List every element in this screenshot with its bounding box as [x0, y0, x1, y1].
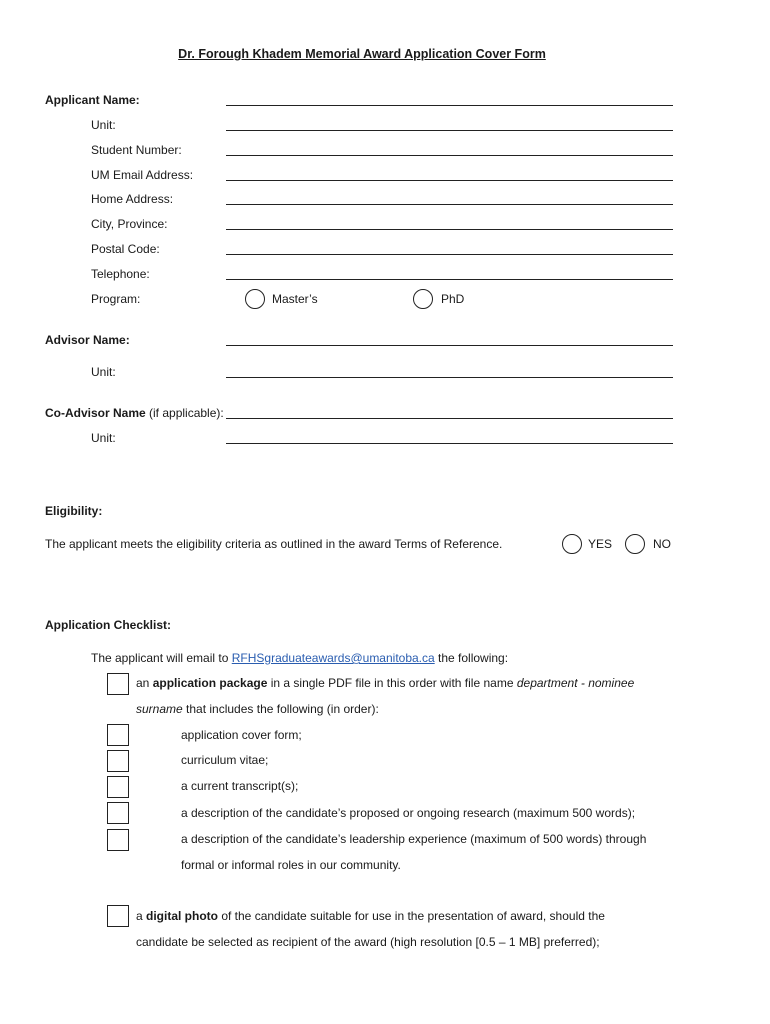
telephone-field[interactable] [226, 279, 673, 280]
telephone-label: Telephone: [91, 267, 150, 281]
coadvisor-unit-label: Unit: [91, 431, 116, 445]
eligibility-statement: The applicant meets the eligibility criteria as outlined in the award Terms of Reference. [45, 537, 503, 551]
checklist-item-research: a description of the candidate’s proposed or ongoing research (maximum 500 words); [181, 806, 636, 820]
applicant-unit-label: Unit: [91, 118, 116, 132]
coadvisor-name-field[interactable] [226, 418, 673, 419]
checklist-heading: Application Checklist: [45, 618, 172, 632]
city-province-field[interactable] [226, 229, 673, 230]
applicant-name-field[interactable] [226, 105, 673, 106]
phd-option-label: PhD [441, 292, 465, 306]
um-email-field[interactable] [226, 180, 673, 181]
masters-option-label: Master’s [272, 292, 318, 306]
application-package-text-cont: surname that includes the following (in order): [136, 702, 379, 716]
postal-code-label: Postal Code: [91, 242, 160, 256]
student-number-label: Student Number: [91, 143, 182, 157]
award-email-link[interactable]: RFHSgraduateawards@umanitoba.ca [231, 651, 435, 665]
um-email-label: UM Email Address: [91, 168, 194, 182]
phd-radio[interactable] [413, 289, 433, 309]
checklist-item-cover-form: application cover form; [181, 728, 302, 742]
application-package-checkbox[interactable] [107, 673, 129, 695]
digital-photo-text-cont: candidate be selected as recipient of the award (high resolution [0.5 – 1 MB] preferred); [136, 935, 600, 949]
program-label: Program: [91, 292, 141, 306]
form-title: Dr. Forough Khadem Memorial Award Application Cover Form [178, 47, 546, 61]
research-description-checkbox[interactable] [107, 802, 129, 824]
checklist-item-leadership: a description of the candidate’s leadership experience (maximum of 500 words) through [181, 832, 647, 846]
coadvisor-name-label: Co-Advisor Name (if applicable): [45, 406, 224, 420]
student-number-field[interactable] [226, 155, 673, 156]
application-package-text: an application package in a single PDF file in this order with file name department - nominee [136, 676, 635, 690]
cv-checkbox[interactable] [107, 750, 129, 772]
advisor-unit-field[interactable] [226, 377, 673, 378]
applicant-name-label: Applicant Name: [45, 93, 140, 107]
eligibility-no-radio[interactable] [625, 534, 645, 554]
city-province-label: City, Province: [91, 217, 168, 231]
masters-radio[interactable] [245, 289, 265, 309]
home-address-field[interactable] [226, 204, 673, 205]
digital-photo-checkbox[interactable] [107, 905, 129, 927]
advisor-unit-label: Unit: [91, 365, 116, 379]
applicant-unit-field[interactable] [226, 130, 673, 131]
advisor-name-field[interactable] [226, 345, 673, 346]
eligibility-no-label: NO [653, 537, 671, 551]
digital-photo-text: a digital photo of the candidate suitable for use in the presentation of award, should the [136, 909, 605, 923]
checklist-item-leadership-cont: formal or informal roles in our community. [181, 858, 401, 872]
leadership-description-checkbox[interactable] [107, 829, 129, 851]
postal-code-field[interactable] [226, 254, 673, 255]
checklist-item-cv: curriculum vitae; [181, 753, 269, 767]
home-address-label: Home Address: [91, 192, 174, 206]
transcript-checkbox[interactable] [107, 776, 129, 798]
checklist-item-transcript: a current transcript(s); [181, 779, 299, 793]
cover-form-checkbox[interactable] [107, 724, 129, 746]
advisor-name-label: Advisor Name: [45, 333, 130, 347]
eligibility-heading: Eligibility: [45, 504, 103, 518]
eligibility-yes-label: YES [588, 537, 613, 551]
eligibility-yes-radio[interactable] [562, 534, 582, 554]
checklist-intro: The applicant will email to RFHSgraduateawards@umanitoba.ca the following: [91, 651, 509, 665]
coadvisor-unit-field[interactable] [226, 443, 673, 444]
